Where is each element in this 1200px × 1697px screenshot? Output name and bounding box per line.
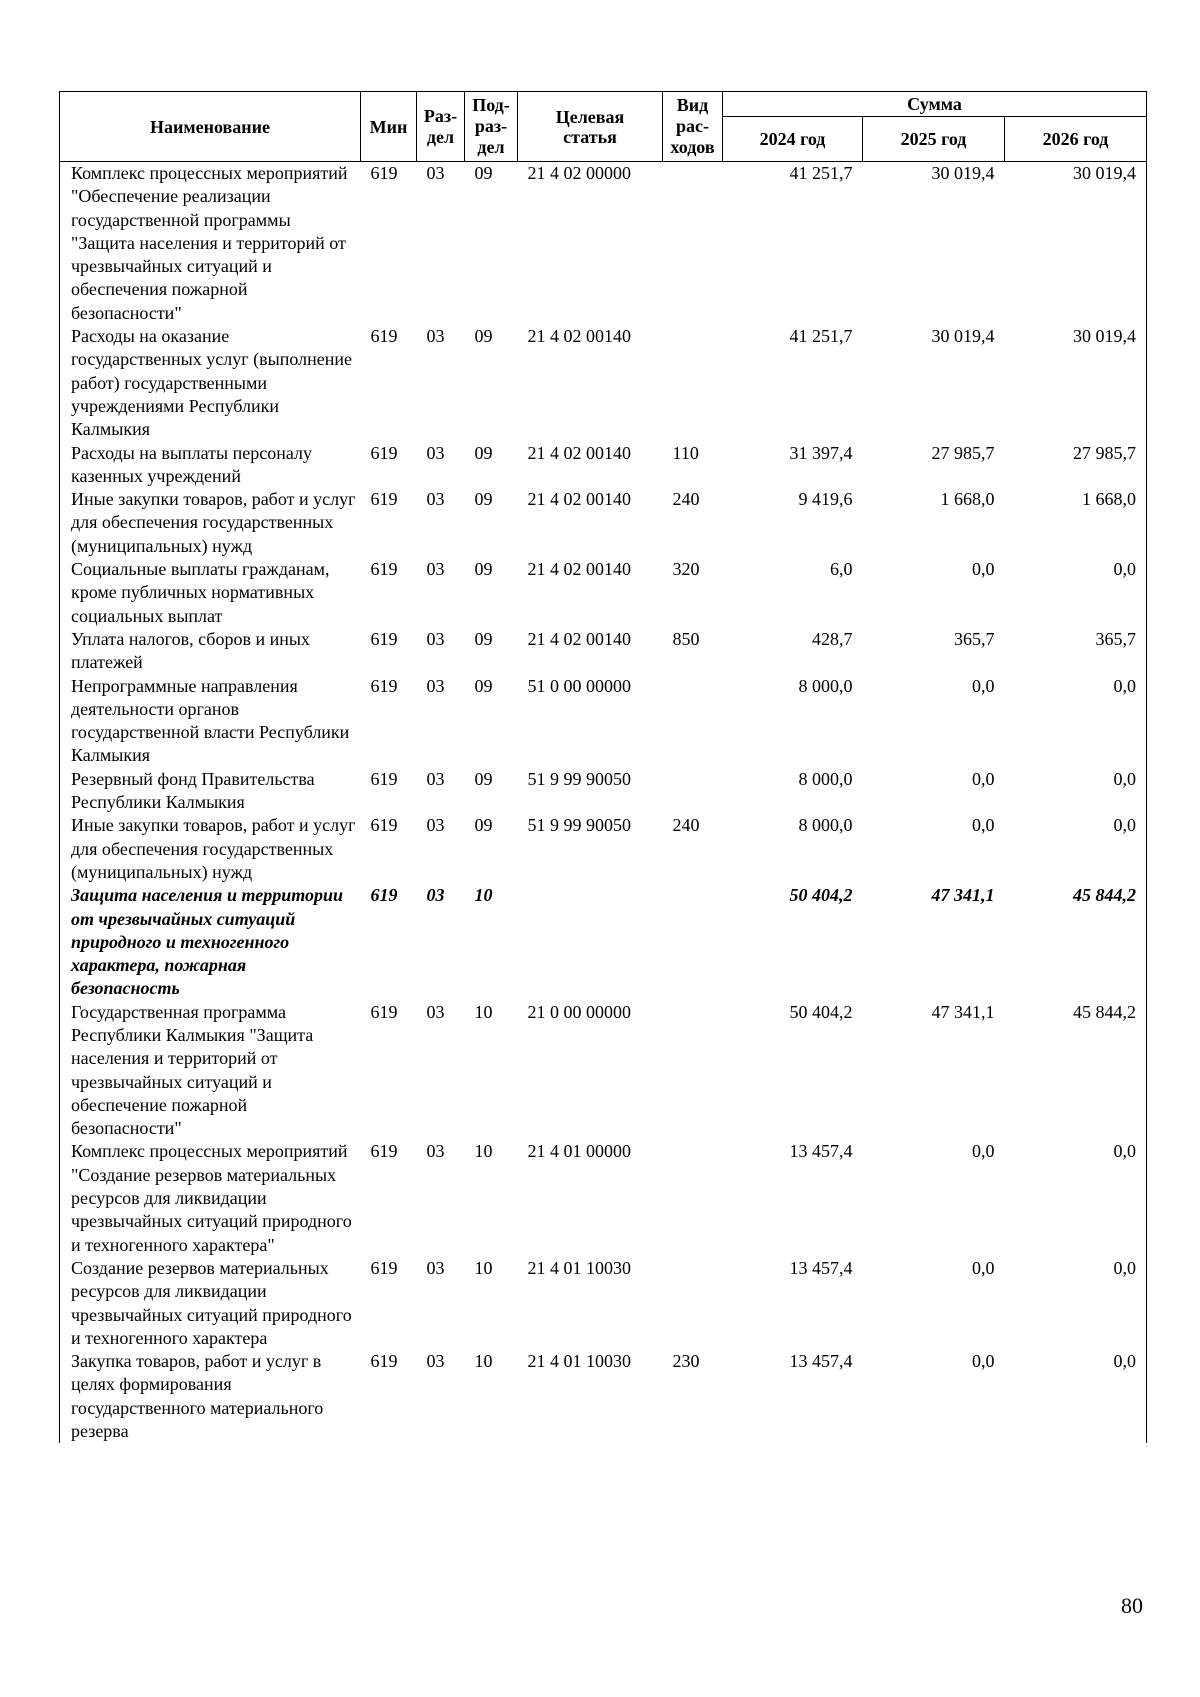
cell-vid <box>663 1001 723 1141</box>
cell-2025: 0,0 <box>972 675 995 696</box>
cell-celevaya: 21 4 01 10030 <box>527 1257 631 1278</box>
cell-2026: 27 985,7 <box>1005 442 1147 489</box>
cell-2025: 0,0 <box>972 1257 995 1278</box>
cell-min: 619 <box>370 815 398 836</box>
cell-2025: 47 341,1 <box>931 885 995 906</box>
cell-podrazdel: 09 <box>474 768 493 789</box>
cell-celevaya: 51 9 99 90050 <box>527 815 631 836</box>
cell-name: Закупка товаров, работ и услуг в целях формирования государственного материального резерва <box>60 1350 361 1443</box>
cell-2024: 31 397,4 <box>789 442 853 463</box>
cell-2025: 30 019,4 <box>931 326 995 347</box>
cell-celevaya <box>518 884 663 1000</box>
cell-celevaya: 21 0 00 00000 <box>527 1001 631 1022</box>
header-2025: 2025 год <box>863 117 1005 162</box>
cell-2025: 0,0 <box>972 768 995 789</box>
cell-2024: 50 404,2 <box>789 885 853 906</box>
cell-celevaya: 51 9 99 90050 <box>527 768 631 789</box>
cell-celevaya: 21 4 01 10030 <box>527 1351 631 1372</box>
header-celevaya-text: Целевая статья <box>555 106 625 147</box>
cell-2024: 428,7 <box>812 628 853 649</box>
cell-celevaya: 21 4 02 00140 <box>527 559 631 580</box>
cell-2024: 41 251,7 <box>789 163 853 183</box>
cell-2024: 9 419,6 <box>798 489 853 510</box>
cell-name: Расходы на выплаты персоналу казенных учреждений <box>60 442 361 489</box>
cell-razdel: 03 <box>426 768 445 789</box>
cell-2025: 1 668,0 <box>940 489 995 510</box>
table-row <box>60 1350 1147 1443</box>
cell-min: 619 <box>370 1257 398 1278</box>
cell-razdel: 03 <box>426 885 445 906</box>
cell-min: 619 <box>370 1351 398 1372</box>
cell-2025: 0,0 <box>972 815 995 836</box>
cell-2024: 13 457,4 <box>789 1257 853 1278</box>
cell-vid <box>663 884 723 1000</box>
cell-name: Комплекс процессных мероприятий "Обеспечение реализации государственной программы "Защита населения и территорий от чрезвычайных ситуаций и обеспечения пожарной безопасности" <box>60 162 361 326</box>
cell-2024: 8 000,0 <box>798 675 853 696</box>
cell-2026: 1 668,0 <box>1005 488 1147 558</box>
table-row <box>60 488 1147 558</box>
cell-vid <box>663 768 723 815</box>
header-2026: 2026 год <box>1005 117 1147 162</box>
cell-min: 619 <box>370 1141 398 1162</box>
cell-vid <box>663 325 723 441</box>
cell-celevaya: 21 4 02 00140 <box>527 628 631 649</box>
cell-2026: 45 844,2 <box>1005 1001 1147 1141</box>
cell-name: Социальные выплаты гражданам, кроме публичных нормативных социальных выплат <box>60 558 361 628</box>
cell-2026: 45 844,2 <box>1005 884 1147 1000</box>
cell-name: Непрограммные направления деятельности органов государственной власти Республики Калмыкия <box>60 675 361 768</box>
cell-2026: 30 019,4 <box>1005 325 1147 441</box>
cell-razdel: 03 <box>426 163 445 183</box>
table-row <box>60 814 1147 884</box>
table-row <box>60 558 1147 628</box>
table-row <box>60 162 1147 326</box>
cell-name: Уплата налогов, сборов и иных платежей <box>60 628 361 675</box>
cell-razdel: 03 <box>426 628 445 649</box>
cell-2025: 30 019,4 <box>931 163 995 183</box>
cell-min: 619 <box>370 489 398 510</box>
header-min: Мин <box>361 92 417 162</box>
header-razdel <box>417 92 465 162</box>
cell-name: Иные закупки товаров, работ и услуг для обеспечения государственных (муниципальных) нужд <box>60 814 361 884</box>
cell-celevaya: 51 0 00 00000 <box>527 675 631 696</box>
cell-vid <box>663 1257 723 1350</box>
cell-2026: 0,0 <box>1005 768 1147 815</box>
table-row <box>60 768 1147 815</box>
header-celevaya <box>518 92 663 162</box>
cell-podrazdel: 09 <box>474 815 493 836</box>
header-razdel-text: Раз- дел <box>423 105 458 147</box>
cell-2026: 0,0 <box>1005 558 1147 628</box>
table-row <box>60 1140 1147 1256</box>
cell-2026: 365,7 <box>1005 628 1147 675</box>
table-row <box>60 1001 1147 1141</box>
cell-2024: 13 457,4 <box>789 1141 853 1162</box>
cell-podrazdel: 09 <box>474 326 493 347</box>
cell-podrazdel: 10 <box>474 1257 493 1278</box>
cell-razdel: 03 <box>426 1257 445 1278</box>
cell-min: 619 <box>370 628 398 649</box>
cell-razdel: 03 <box>426 815 445 836</box>
cell-name: Иные закупки товаров, работ и услуг для обеспечения государственных (муниципальных) нужд <box>60 488 361 558</box>
cell-celevaya: 21 4 01 00000 <box>527 1141 631 1162</box>
cell-razdel: 03 <box>426 442 445 463</box>
cell-name: Комплекс процессных мероприятий "Создание резервов материальных ресурсов для ликвидации чрезвычайных ситуаций природного и техногенного характера" <box>60 1140 361 1256</box>
cell-vid: 320 <box>672 559 700 580</box>
cell-min: 619 <box>370 163 398 183</box>
cell-podrazdel: 09 <box>474 489 493 510</box>
cell-2026: 0,0 <box>1005 814 1147 884</box>
header-podrazdel <box>465 92 518 162</box>
cell-podrazdel: 09 <box>474 442 493 463</box>
cell-celevaya: 21 4 02 00140 <box>527 489 631 510</box>
header-vid <box>663 92 723 162</box>
cell-vid: 110 <box>672 442 699 463</box>
cell-min: 619 <box>370 442 398 463</box>
header-name: Наименование <box>60 92 361 162</box>
cell-podrazdel: 09 <box>474 163 493 183</box>
cell-podrazdel: 09 <box>474 675 493 696</box>
page-number: 80 <box>1121 1593 1143 1618</box>
table-body <box>60 162 1147 1444</box>
cell-razdel: 03 <box>426 559 445 580</box>
cell-2025: 0,0 <box>972 1141 995 1162</box>
cell-podrazdel: 10 <box>474 1141 493 1162</box>
budget-table <box>59 91 1147 1443</box>
cell-2025: 27 985,7 <box>931 442 995 463</box>
cell-celevaya: 21 4 02 00000 <box>527 163 631 183</box>
table-row <box>60 1257 1147 1350</box>
cell-name: Защита населения и территории от чрезвычайных ситуаций природного и техногенного характера, пожарная безопасность <box>60 884 361 1000</box>
cell-2026: 0,0 <box>1005 1350 1147 1443</box>
cell-vid <box>663 675 723 768</box>
cell-2024: 8 000,0 <box>798 768 853 789</box>
header-vid-text: Вид рас- ходов <box>670 95 715 157</box>
cell-name: Резервный фонд Правительства Республики Калмыкия <box>60 768 361 815</box>
cell-2026: 30 019,4 <box>1005 162 1147 326</box>
cell-min: 619 <box>370 768 398 789</box>
cell-razdel: 03 <box>426 326 445 347</box>
header-podrazdel-text: Под- раз- дел <box>472 95 510 157</box>
header-2024: 2024 год <box>723 117 863 162</box>
cell-vid: 240 <box>672 815 700 836</box>
cell-name: Государственная программа Республики Калмыкия "Защита населения и территорий от чрезвычайных ситуаций и обеспечение пожарной безопасности" <box>60 1001 361 1141</box>
cell-celevaya: 21 4 02 00140 <box>527 326 631 347</box>
cell-2026: 0,0 <box>1005 1140 1147 1256</box>
cell-min: 619 <box>370 1001 398 1022</box>
cell-name: Расходы на оказание государственных услуг (выполнение работ) государственными учреждениями Республики Калмыкия <box>60 325 361 441</box>
cell-2025: 0,0 <box>972 1351 995 1372</box>
cell-razdel: 03 <box>426 1141 445 1162</box>
cell-podrazdel: 10 <box>474 885 493 906</box>
cell-podrazdel: 10 <box>474 1001 493 1022</box>
cell-min: 619 <box>370 326 398 347</box>
cell-razdel: 03 <box>426 1351 445 1372</box>
cell-2025: 0,0 <box>972 559 995 580</box>
table-row <box>60 628 1147 675</box>
cell-vid: 240 <box>672 489 700 510</box>
table-row <box>60 325 1147 441</box>
cell-vid: 850 <box>672 628 700 649</box>
cell-2024: 8 000,0 <box>798 815 853 836</box>
cell-2024: 6,0 <box>830 559 853 580</box>
table-header <box>60 92 1147 162</box>
cell-name: Создание резервов материальных ресурсов для ликвидации чрезвычайных ситуаций природного и техногенного характера <box>60 1257 361 1350</box>
header-summa: Сумма <box>723 92 1147 117</box>
cell-2024: 41 251,7 <box>789 326 853 347</box>
cell-2026: 0,0 <box>1005 675 1147 768</box>
cell-razdel: 03 <box>426 675 445 696</box>
cell-vid: 230 <box>672 1351 700 1372</box>
table-row <box>60 442 1147 489</box>
cell-2024: 13 457,4 <box>789 1351 853 1372</box>
cell-razdel: 03 <box>426 1001 445 1022</box>
cell-2024: 50 404,2 <box>789 1001 853 1022</box>
cell-razdel: 03 <box>426 489 445 510</box>
cell-2025: 365,7 <box>954 628 995 649</box>
cell-celevaya: 21 4 02 00140 <box>527 442 631 463</box>
cell-min: 619 <box>370 885 398 906</box>
cell-min: 619 <box>370 675 398 696</box>
cell-vid <box>663 162 723 326</box>
cell-podrazdel: 09 <box>474 559 493 580</box>
cell-podrazdel: 09 <box>474 628 493 649</box>
cell-podrazdel: 10 <box>474 1351 493 1372</box>
cell-2025: 47 341,1 <box>931 1001 995 1022</box>
cell-vid <box>663 1140 723 1256</box>
cell-min: 619 <box>370 559 398 580</box>
table-row <box>60 675 1147 768</box>
table-row <box>60 884 1147 1000</box>
cell-2026: 0,0 <box>1005 1257 1147 1350</box>
